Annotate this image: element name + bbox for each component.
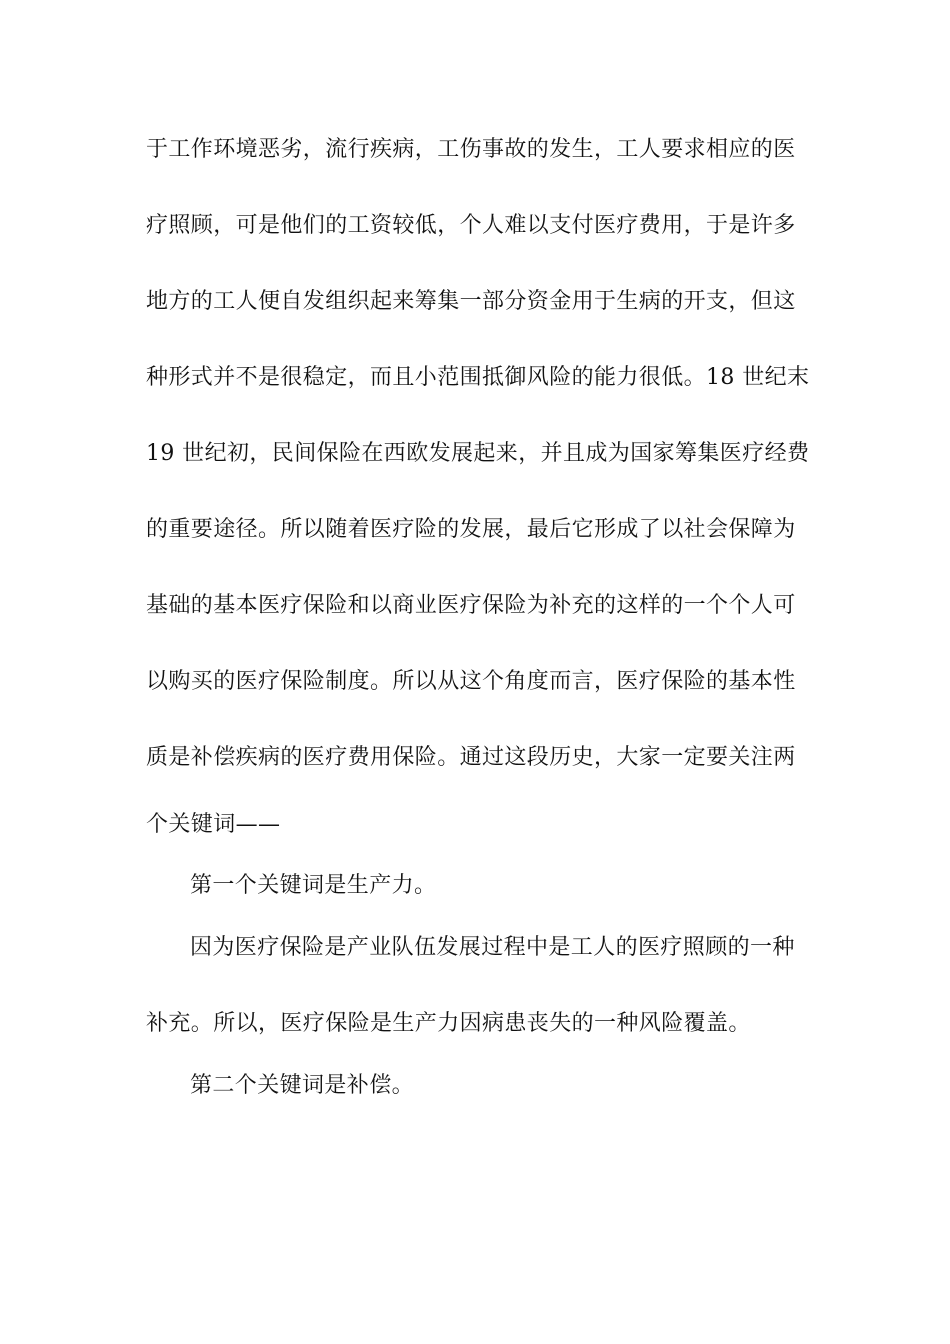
body-text-line: 以购买的医疗保险制度。所以从这个角度而言，医疗保险的基本性 — [146, 669, 796, 694]
body-text-line: 19 世纪初，民间保险在西欧发展起来，并且成为国家筹集医疗经费 — [146, 441, 810, 466]
body-text-line: 的重要途径。所以随着医疗险的发展，最后它形成了以社会保障为 — [146, 517, 796, 542]
body-text-line: 补充。所以，医疗保险是生产力因病患丧失的一种风险覆盖。 — [146, 1011, 751, 1036]
body-text-line: 质是补偿疾病的医疗费用保险。通过这段历史，大家一定要关注两 — [146, 745, 796, 770]
keyword-heading-compensation: 第二个关键词是补偿。 — [190, 1073, 415, 1098]
body-text-line: 因为医疗保险是产业队伍发展过程中是工人的医疗照顾的一种 — [190, 935, 795, 960]
body-text-line: 基础的基本医疗保险和以商业医疗保险为补充的这样的一个个人可 — [146, 593, 796, 618]
body-text-line: 地方的工人便自发组织起来筹集一部分资金用于生病的开支，但这 — [146, 289, 796, 314]
keyword-heading-productivity: 第一个关键词是生产力。 — [190, 873, 437, 898]
body-text-line: 个关键词—— — [146, 812, 281, 837]
body-text-line: 于工作环境恶劣，流行疾病，工伤事故的发生，工人要求相应的医 — [146, 137, 796, 162]
body-text-line: 疗照顾，可是他们的工资较低，个人难以支付医疗费用，于是许多 — [146, 213, 796, 238]
body-text-line: 种形式并不是很稳定，而且小范围抵御风险的能力很低。18 世纪末 — [146, 365, 810, 390]
